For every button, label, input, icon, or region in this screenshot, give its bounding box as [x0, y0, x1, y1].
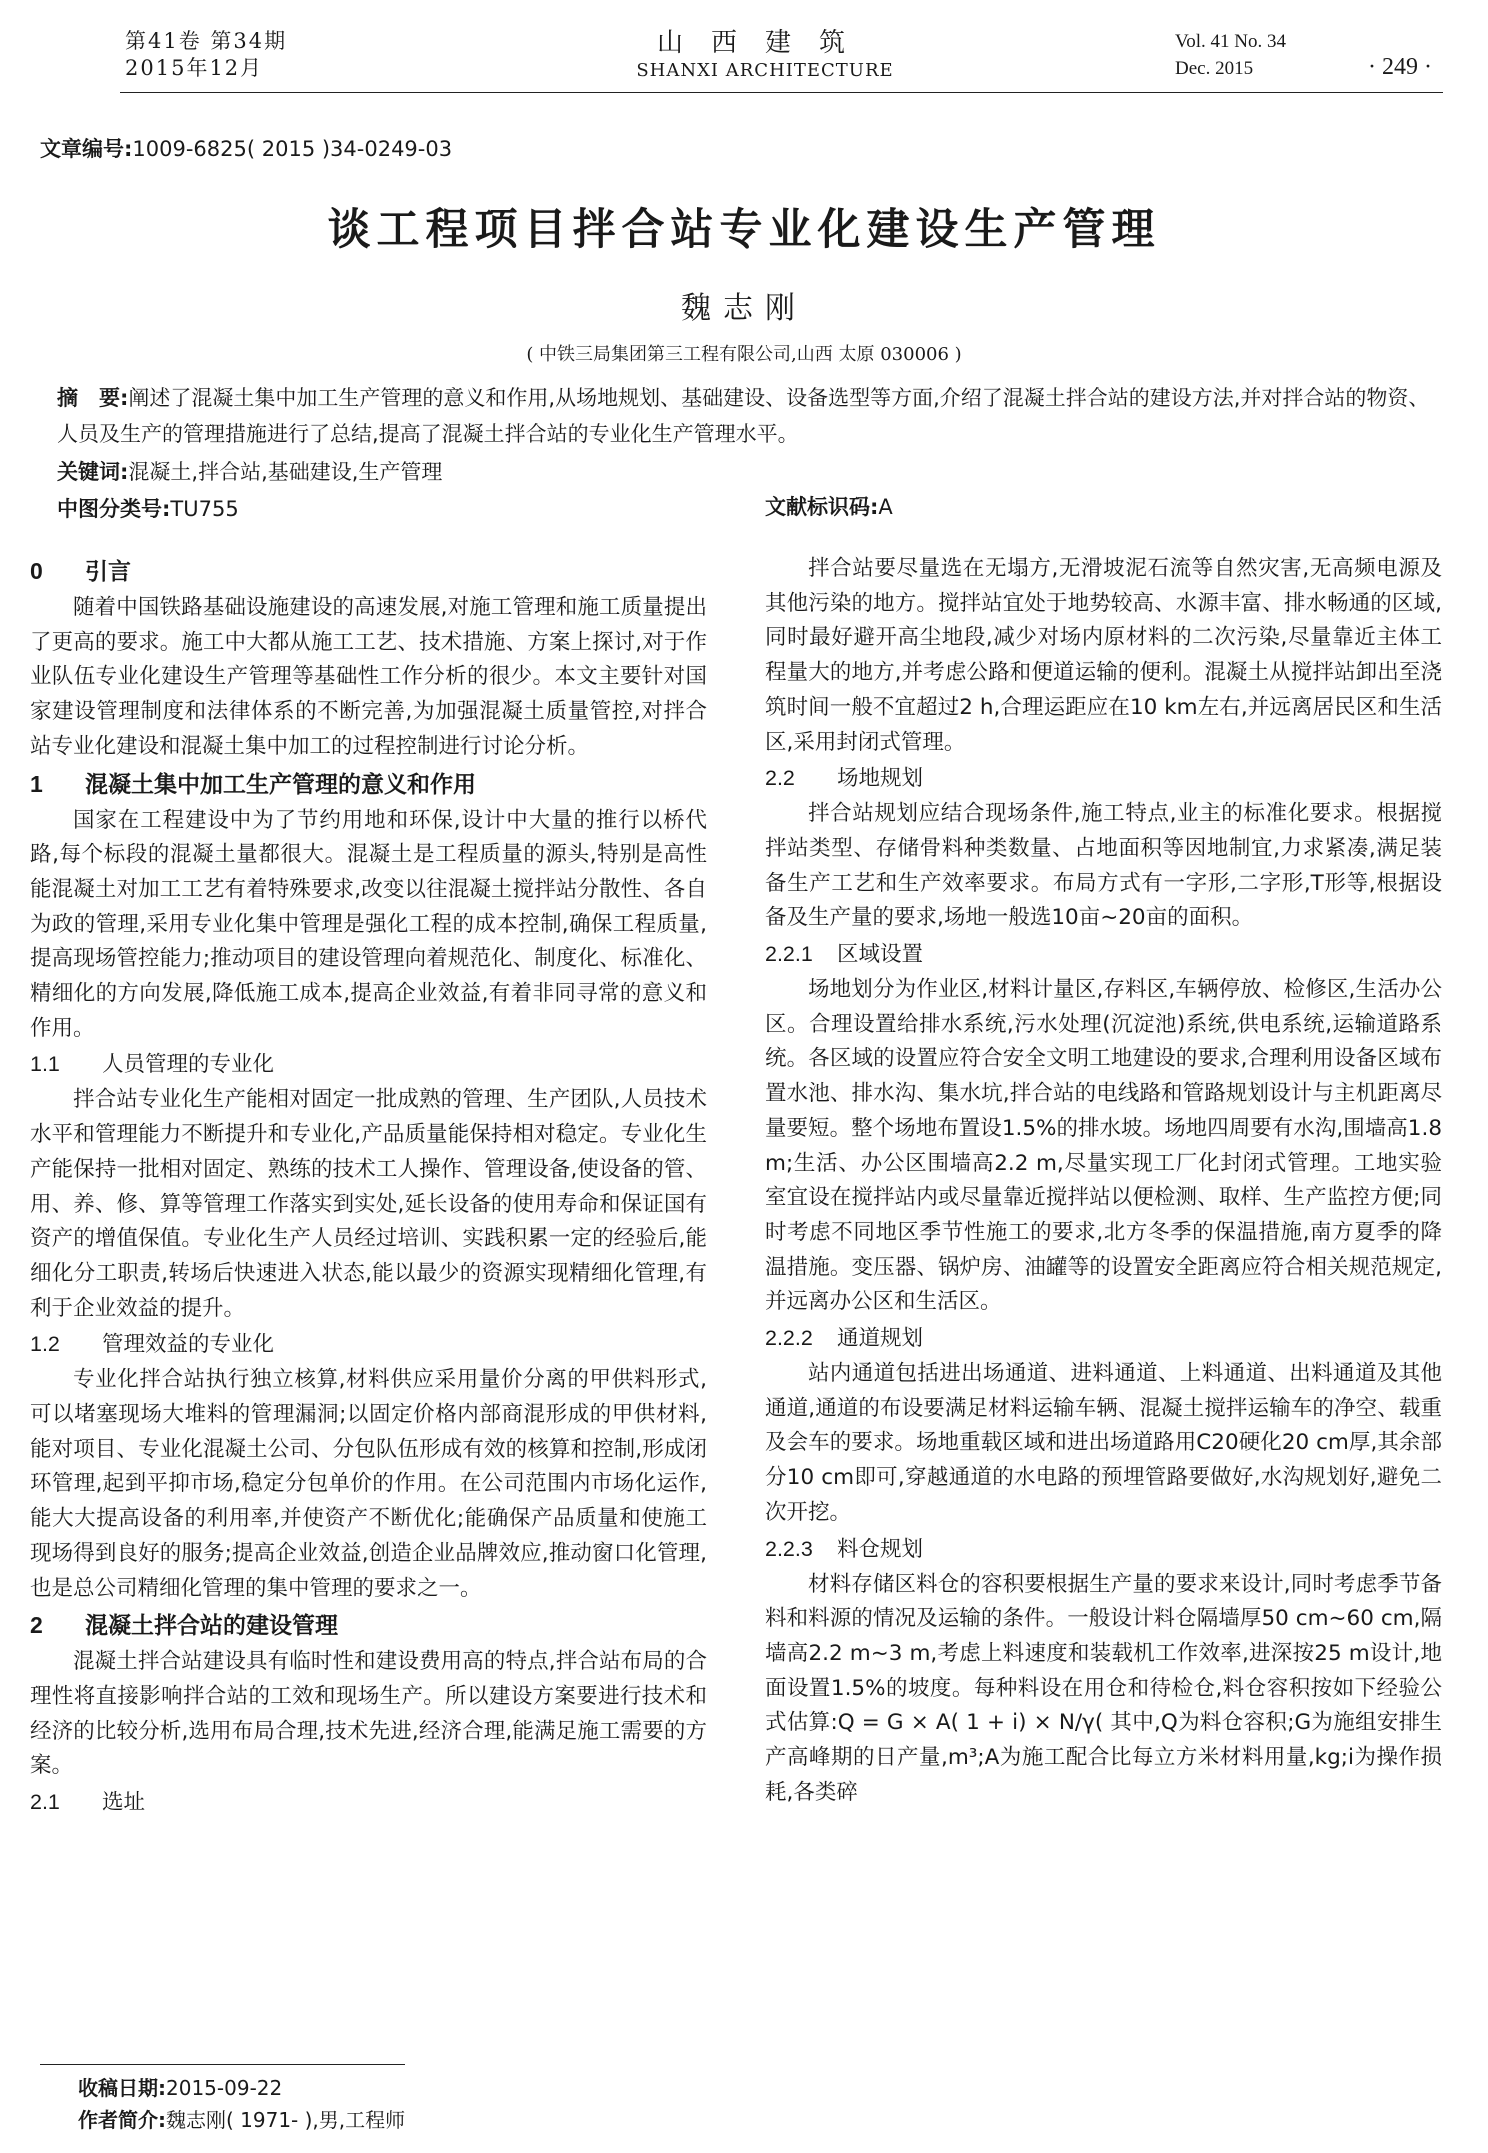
paragraph: 拌合站专业化生产能相对固定一批成熟的管理、生产团队,人员技术水平和管理能力不断提升和专业化,产品质量能保持相对稳定。专业化生产能保持一批相对固定、熟练的技术工人操作、管理设备,使设备的管、用、养、修、算等管理工作落实到实处,延长设备的使用寿命和保证国有资产的增值保值。专业化生产人员经过培训、实践积累一定的经验后,能细化分工职责,转场后快速进入状态,能以最少的资源实现精细化管理,有利于企业效益的提升。	[30, 1087, 707, 1321]
section-title: 管理效益的专业化	[102, 1332, 275, 1358]
section-number: 2.2.1	[765, 942, 813, 967]
paragraph: 专业化拌合站执行独立核算,材料供应采用量价分离的甲供料形式,可以堵塞现场大堆料的管理漏洞;以固定价格内部商混形成的甲供材料,能对项目、专业化混凝土公司、分包队伍形成有效的核算和控制,形成闭环管理,起到平抑市场,稳定分包单价的作用。在公司范围内市场化运作,能大大提高设备的利用率,并使资产不断优化;能确保产品质量和使施工现场得到良好的服务;提高企业效益,创造企业品牌效应,推动窗口化管理,也是总公司精细化管理的集中管理的要求之一。	[30, 1367, 707, 1601]
bio-value: 魏志刚( 1971- ),男,工程师	[166, 2108, 406, 2132]
footnote-rule	[40, 2064, 405, 2065]
header-volume-issue: 第41卷 第34期	[125, 29, 288, 53]
paragraph: 材料存储区料仓的容积要根据生产量的要求来设计,同时考虑季节备料和料源的情况及运输的条件。一般设计料仓隔墙厚50 cm~60 cm,隔墙高2.2 m~3 m,考虑上料速度和装载机工作效率,进深按25 m设计,地面设置1.5%的坡度。每种料设在用仓和待检仓,料仓容积按如下经验公式估算:Q = G × A( 1 + i) × N/γ( 其中,Q为料仓容积;G为施组安排生产高峰期的日产量,m³;A为施工配合比每立方米材料用量,kg;i为操作损耗,各类碎	[765, 1571, 1442, 1805]
header-date-en: Dec. 2015	[1175, 58, 1254, 79]
section-title: 场地规划	[837, 766, 924, 792]
section-title: 料仓规划	[837, 1536, 924, 1562]
section-number: 2.1	[30, 1790, 60, 1815]
subsection-heading	[765, 936, 1442, 973]
abstract-label: 摘 要:	[57, 386, 129, 410]
doccode-label: 文献标识码:	[765, 495, 879, 519]
clc-number	[57, 491, 1447, 527]
right-column	[765, 552, 1442, 1811]
section-title: 混凝土拌合站的建设管理	[85, 1613, 338, 1640]
paper-title: 谈工程项目拌合站专业化建设生产管理	[327, 205, 1161, 255]
abstract	[57, 380, 1447, 452]
paragraph: 混凝土拌合站建设具有临时性和建设费用高的特点,拌合站布局的合理性将直接影响拌合站的工效和现场生产。所以建设方案要进行技术和经济的比较分析,选用布局合理,技术先进,经济合理,能满足施工需要的方案。	[30, 1649, 707, 1779]
paragraph: 拌合站要尽量选在无塌方,无滑坡泥石流等自然灾害,无高频电源及其他污染的地方。搅拌站宜处于地势较高、水源丰富、排水畅通的区域,同时最好避开高尘地段,减少对场内原材料的二次污染,尽量靠近主体工程量大的地方,并考虑公路和便道运输的便利。混凝土从搅拌站卸出至浇筑时间一般不宜超过2 h,合理运距应在10 km左右,并远离居民区和生活区,采用封闭式管理。	[765, 556, 1442, 755]
subsection-heading	[30, 1326, 707, 1363]
paragraph: 随着中国铁路基础设施建设的高速发展,对施工管理和施工质量提出了更高的要求。施工中大都从施工工艺、技术措施、方案上探讨,对于作业队伍专业化建设生产管理等基础性工作分析的很少。本文主要针对国家建设管理制度和法律体系的不断完善,为加强混凝土质量管控,对拌合站专业化建设和混凝土集中加工的过程控制进行讨论分析。	[30, 595, 707, 759]
subsection-heading	[30, 1046, 707, 1083]
author-bio	[78, 2104, 405, 2136]
paragraph: 场地划分为作业区,材料计量区,存料区,车辆停放、检修区,生活办公区。合理设置给排水系统,污水处理(沉淀池)系统,供电系统,运输道路系统。各区域的设置应符合安全文明工地建设的要求,合理利用设备区域布置水池、排水沟、集水坑,拌合站的电线路和管路规划设计与主机距离尽量要短。整个场地布置设1.5%的排水坡。场地四周要有水沟,围墙高1.8 m;生活、办公区围墙高2.2 m,尽量实现工厂化封闭式管理。工地实验室宜设在搅拌站内或尽量靠近搅拌站以便检测、取样、生产监控方便;同时考虑不同地区季节性施工的要求,北方冬季的保温措施,南方夏季的降温措施。变压器、锅炉房、油罐等的设置安全距离应符合相关规范规定,并远离办公区和生活区。	[765, 977, 1442, 1315]
journal-name-en: SHANXI ARCHITECTURE	[636, 60, 894, 81]
section-title: 通道规划	[837, 1326, 924, 1352]
header-volume-en	[1175, 28, 1286, 82]
paragraph: 拌合站规划应结合现场条件,施工特点,业主的标准化要求。根据搅拌站类型、存储骨料种类数量、占地面积等因地制宜,力求紧凑,满足装备生产工艺和生产效率要求。布局方式有一字形,二字形,T形等,根据设备及生产量的要求,场地一般选10亩~20亩的面积。	[765, 801, 1442, 931]
section-number: 1.1	[30, 1052, 60, 1077]
section-number: 1	[30, 770, 43, 797]
keywords-label: 关键词:	[57, 460, 129, 484]
section-title: 人员管理的专业化	[102, 1052, 275, 1078]
paragraph: 站内通道包括进出场通道、进料通道、上料通道、出料通道及其他通道,通道的布设要满足材料运输车辆、混凝土搅拌运输车的净空、载重及会车的要求。场地重载区域和进出场道路用C20硬化20 cm厚,其余部分10 cm即可,穿越通道的水电路的预埋管路要做好,水沟规划好,避免二次开挖。	[765, 1361, 1442, 1525]
received-label: 收稿日期:	[78, 2076, 166, 2100]
bio-label: 作者简介:	[78, 2108, 166, 2132]
received-value: 2015-09-22	[166, 2076, 283, 2100]
section-number: 2.2	[765, 766, 795, 791]
section-title: 区域设置	[837, 942, 924, 968]
journal-name-cn: 山西建筑	[656, 28, 873, 58]
article-number	[40, 133, 452, 163]
page-number: · 249 ·	[1368, 54, 1432, 80]
header-vol-no: Vol. 41 No. 34	[1175, 31, 1287, 52]
section-title: 选址	[102, 1790, 146, 1816]
article-number-label: 文章编号:	[40, 137, 133, 161]
header-date-cn: 2015年12月	[125, 56, 264, 80]
section-title: 引言	[85, 559, 131, 585]
running-header	[125, 28, 1440, 94]
clc-label: 中图分类号:	[57, 497, 171, 521]
section-number: 2.2.2	[765, 1326, 813, 1351]
keywords	[57, 454, 1447, 490]
section-heading	[30, 765, 707, 804]
section-heading	[30, 1606, 707, 1645]
paragraph: 国家在工程建设中为了节约用地和环保,设计中大量的推行以桥代路,每个标段的混凝土量都很大。混凝土是工程质量的源头,特别是高性能混凝土对加工工艺有着特殊要求,改变以往混凝土搅拌站分散性、各自为政的管理,采用专业化集中管理是强化工程的成本控制,确保工程质量,提高现场管控能力;推动项目的建设管理向着规范化、制度化、标准化、精细化的方向发展,降低施工成本,提高企业效益,有着非同寻常的意义和作用。	[30, 807, 707, 1041]
section-title: 混凝土集中加工生产管理的意义和作用	[85, 771, 476, 798]
left-column	[30, 552, 707, 1821]
header-journal	[595, 28, 935, 84]
received-date	[78, 2072, 282, 2104]
header-rule	[120, 92, 1443, 93]
section-number: 2	[30, 1612, 43, 1639]
subsection-heading	[765, 760, 1442, 797]
subsection-heading	[30, 1784, 707, 1821]
article-number-value: 1009-6825( 2015 )34-0249-03	[132, 137, 453, 161]
subsection-heading	[765, 1531, 1442, 1568]
header-volume-cn	[125, 28, 287, 82]
subsection-heading	[765, 1320, 1442, 1357]
clc-value: TU755	[170, 497, 239, 521]
section-number: 2.2.3	[765, 1536, 813, 1561]
abstract-text: 阐述了混凝土集中加工生产管理的意义和作用,从场地规划、基础建设、设备选型等方面,介绍了混凝土拌合站的建设方法,并对拌合站的物资、人员及生产的管理措施进行了总结,提高了混凝土拌合站的专业化生产管理水平。	[57, 386, 1430, 446]
section-heading	[30, 552, 707, 591]
document-code	[765, 491, 893, 521]
doccode-value: A	[878, 495, 893, 519]
section-number: 1.2	[30, 1332, 60, 1357]
affiliation: ( 中铁三局集团第三工程有限公司,山西 太原 030006 )	[526, 344, 962, 365]
author-name: 魏志刚	[681, 291, 807, 326]
section-number: 0	[30, 558, 43, 584]
keywords-text: 混凝土,拌合站,基础建设,生产管理	[128, 460, 443, 484]
